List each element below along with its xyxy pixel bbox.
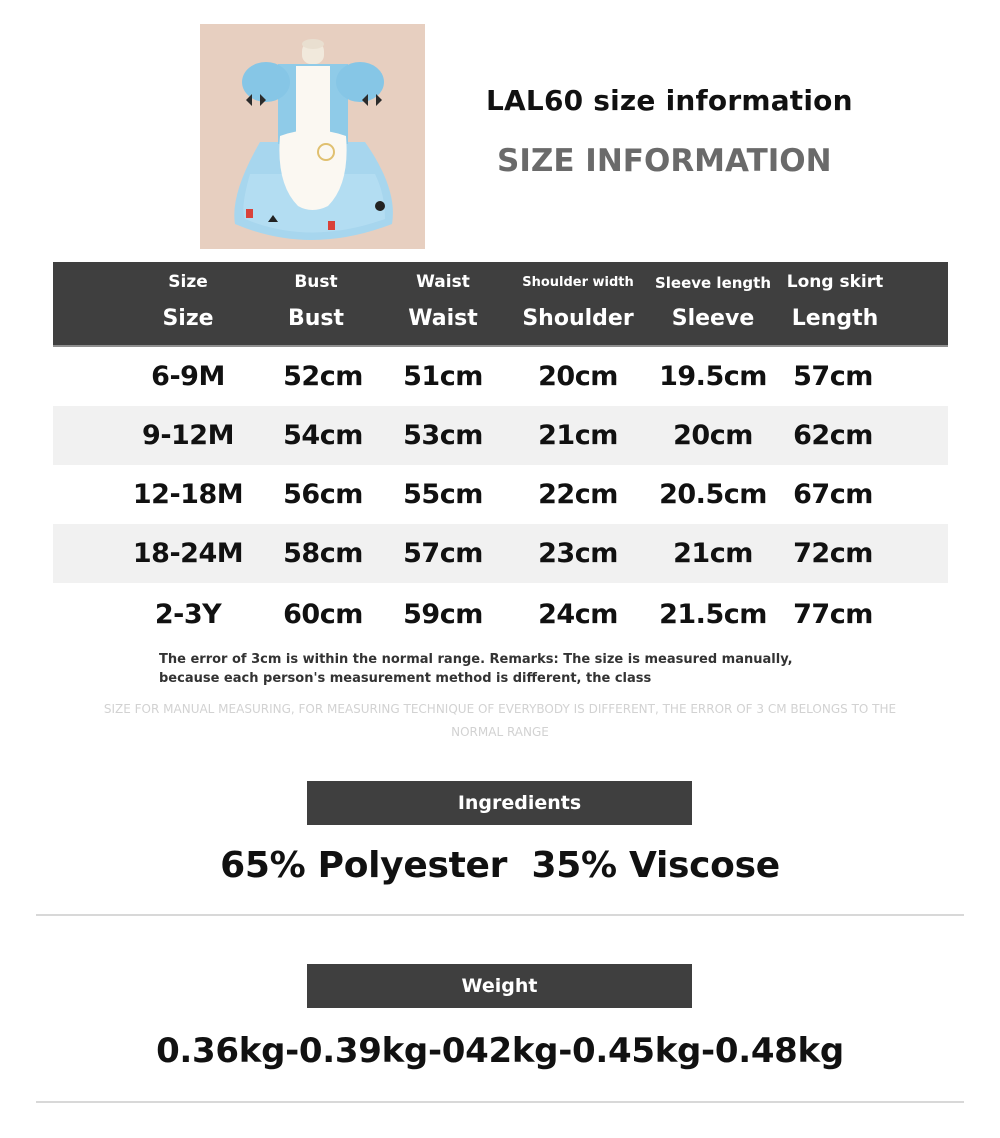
column-label-small: Shoulder width: [522, 275, 634, 290]
divider: [36, 914, 964, 916]
cell-waist: 57cm: [403, 538, 483, 569]
table-row: [53, 406, 948, 465]
faint-remark-line: NORMAL RANGE: [451, 725, 549, 739]
column-label-small: Size: [168, 272, 208, 292]
cell-shoulder: 21cm: [538, 420, 618, 451]
size-table-header: [53, 262, 948, 347]
cell-shoulder: 24cm: [538, 598, 618, 630]
cell-waist: 55cm: [403, 479, 483, 510]
cell-sleeve: 19.5cm: [659, 361, 767, 392]
column-label-big: Shoulder: [522, 306, 634, 331]
column-label-big: Length: [791, 306, 879, 331]
cell-bust: 56cm: [283, 479, 363, 510]
cell-bust: 58cm: [283, 538, 363, 569]
table-row: [53, 583, 948, 645]
column-label-big: Size: [162, 306, 214, 331]
cell-size: 18-24M: [132, 538, 244, 569]
table-row: [53, 524, 948, 583]
ingredients-heading: [307, 781, 692, 825]
cell-size: 9-12M: [142, 420, 234, 451]
column-header-waist: [383, 262, 503, 345]
remark-line: The error of 3cm is within the normal range. Remarks: The size is measured manually,: [159, 652, 793, 667]
cell-sleeve: 21.5cm: [659, 598, 767, 630]
cell-bust: 54cm: [283, 420, 363, 451]
cell-bust: 52cm: [283, 361, 363, 392]
column-label-small: Sleeve length: [654, 274, 772, 292]
cell-size: 2-3Y: [154, 598, 222, 630]
column-label-big: Bust: [287, 306, 345, 331]
ingredients-label: Ingredients: [457, 792, 582, 814]
column-header-sleeve: [648, 262, 778, 345]
table-row: [53, 347, 948, 406]
weight-heading: [307, 964, 692, 1008]
table-row: [53, 465, 948, 524]
weight-label: Weight: [461, 975, 538, 997]
ingredients-value: 65% Polyester 35% Viscose: [220, 845, 780, 886]
cell-size: 6-9M: [151, 361, 225, 392]
cell-shoulder: 23cm: [538, 538, 618, 569]
cell-length: 77cm: [793, 598, 873, 630]
column-header-size: [128, 262, 248, 345]
page-subtitle: SIZE INFORMATION: [497, 143, 832, 179]
column-label-big: Sleeve: [671, 306, 755, 331]
cell-size: 12-18M: [132, 479, 244, 510]
cell-waist: 59cm: [403, 598, 483, 630]
cell-waist: 51cm: [403, 361, 483, 392]
cell-sleeve: 20.5cm: [659, 479, 767, 510]
cell-waist: 53cm: [403, 420, 483, 451]
cell-shoulder: 22cm: [538, 479, 618, 510]
cell-sleeve: 20cm: [673, 420, 753, 451]
cell-length: 72cm: [793, 538, 873, 569]
measurement-remark: [159, 650, 859, 688]
size-table-body: [53, 347, 948, 645]
measurement-remark-faint: [40, 698, 960, 744]
column-label-small: Waist: [416, 272, 470, 292]
cell-length: 67cm: [793, 479, 873, 510]
column-label-small: Bust: [294, 272, 338, 292]
divider: [36, 1101, 964, 1103]
cell-length: 57cm: [793, 361, 873, 392]
remark-line: because each person's measurement method is different, the class: [159, 671, 652, 686]
column-header-shoulder: [513, 262, 643, 345]
cell-shoulder: 20cm: [538, 361, 618, 392]
column-header-length: [775, 262, 895, 345]
column-label-big: Waist: [408, 306, 478, 331]
cell-length: 62cm: [793, 420, 873, 451]
weight-value: 0.36kg-0.39kg-042kg-0.45kg-0.48kg: [156, 1031, 844, 1071]
product-photo: [200, 24, 425, 249]
page-title: LAL60 size information: [486, 84, 853, 117]
cell-bust: 60cm: [283, 598, 363, 630]
dress-illustration: [200, 24, 425, 249]
column-header-bust: [256, 262, 376, 345]
column-label-small: Long skirt: [786, 272, 884, 292]
faint-remark-line: SIZE FOR MANUAL MEASURING, FOR MEASURING TECHNIQUE OF EVERYBODY IS DIFFERENT, THE ERROR OF 3 CM BELONGS TO THE: [103, 702, 897, 716]
cell-sleeve: 21cm: [673, 538, 753, 569]
